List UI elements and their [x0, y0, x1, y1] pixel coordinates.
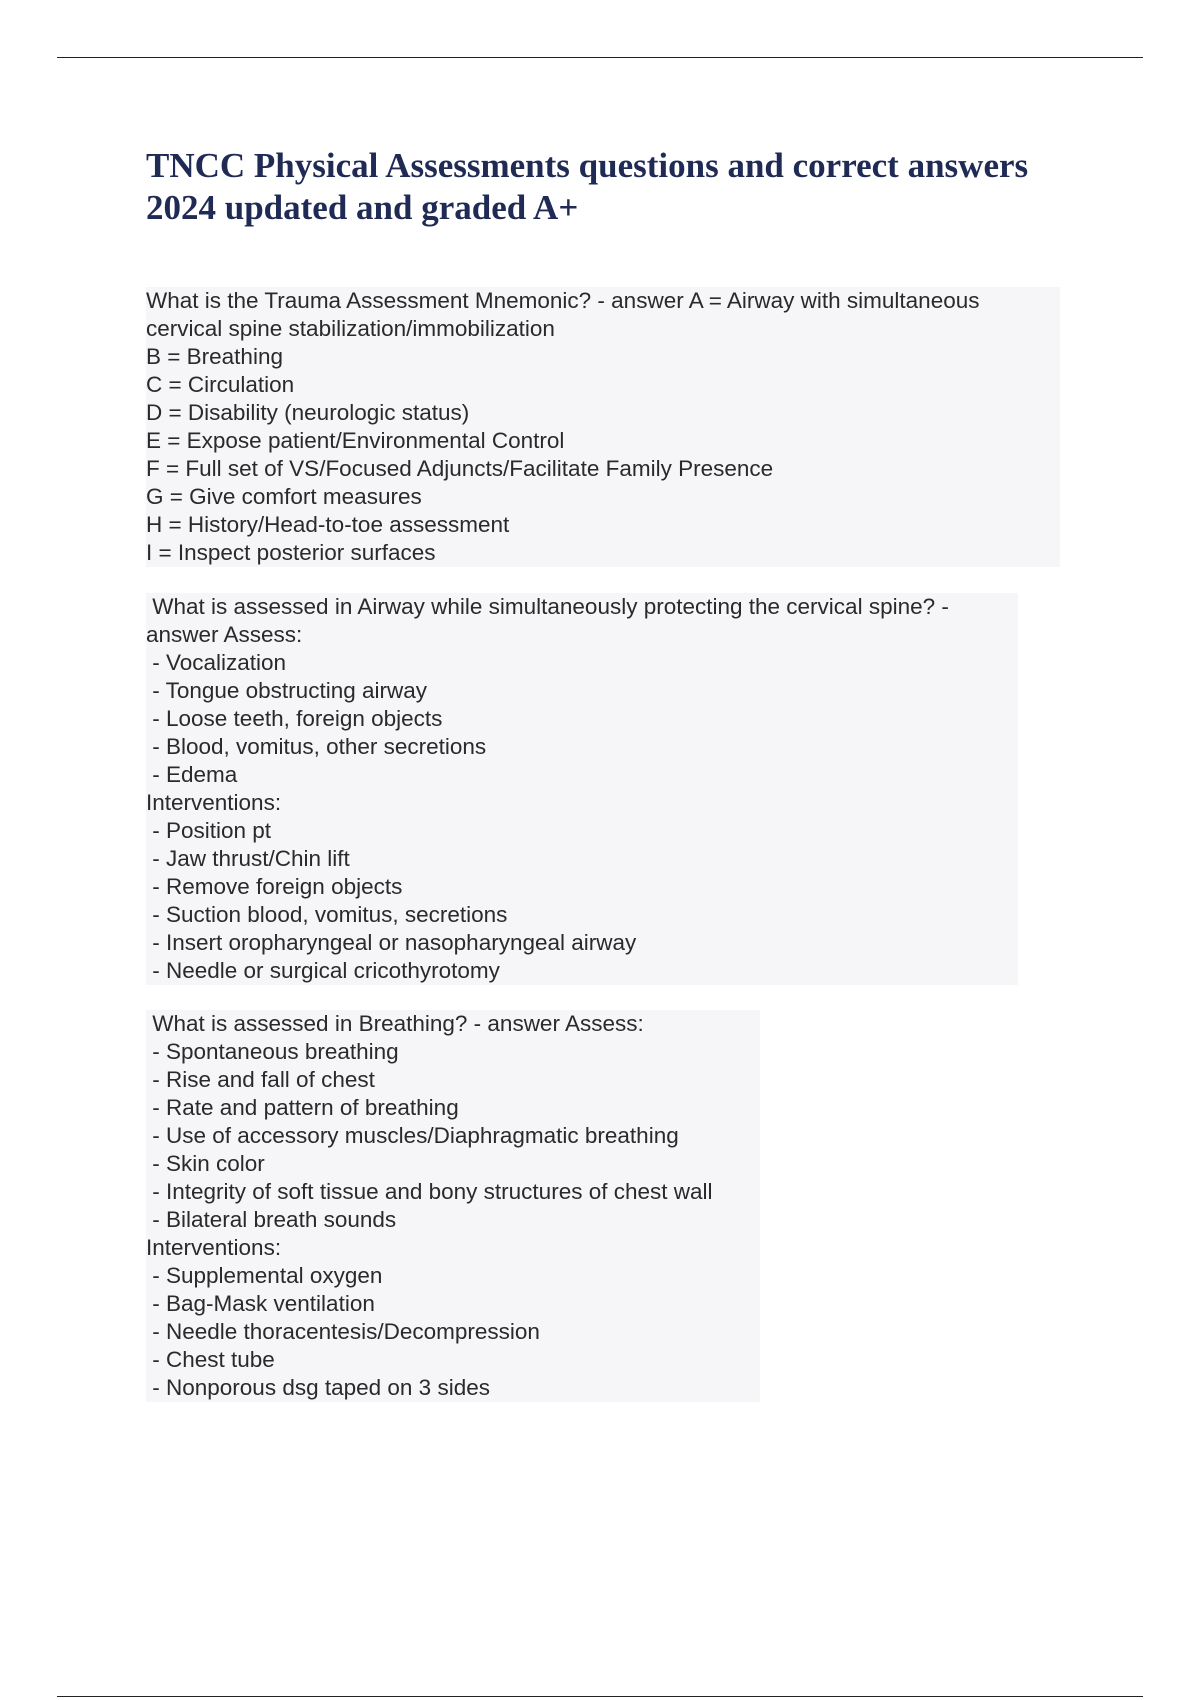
title-line: TNCC Physical Assessments questions and correct answers	[146, 146, 1029, 185]
answer-line: - Use of accessory muscles/Diaphragmatic breathing	[146, 1123, 679, 1148]
answer-line: - Jaw thrust/Chin lift	[146, 846, 350, 871]
answer-line: - Spontaneous breathing	[146, 1039, 399, 1064]
answer-line: - Vocalization	[146, 650, 287, 675]
answer-line: - Rate and pattern of breathing	[146, 1095, 459, 1120]
answer-line: - Blood, vomitus, other secretions	[146, 734, 487, 759]
bottom-rule	[57, 1696, 1143, 1697]
answer-line: - Suction blood, vomitus, secretions	[146, 902, 508, 927]
title-line: 2024 updated and graded A+	[146, 188, 579, 227]
answer-line: - Nonporous dsg taped on 3 sides	[146, 1375, 490, 1400]
answer-line: - Skin color	[146, 1151, 265, 1176]
answer-line: - Integrity of soft tissue and bony structures of chest wall	[146, 1179, 713, 1204]
answer-line: - Supplemental oxygen	[146, 1263, 383, 1288]
question-text: What is the Trauma Assessment Mnemonic? - answer A = Airway with simultaneous	[146, 288, 980, 313]
answer-line: I = Inspect posterior surfaces	[146, 540, 436, 565]
qa-breathing-assessment	[146, 1010, 760, 1402]
answer-line: Interventions:	[146, 790, 282, 815]
answer-line: - Bilateral breath sounds	[146, 1207, 397, 1232]
answer-line: F = Full set of VS/Focused Adjuncts/Facilitate Family Presence	[146, 456, 774, 481]
answer-line: - Tongue obstructing airway	[146, 678, 427, 703]
answer-line: - Loose teeth, foreign objects	[146, 706, 443, 731]
qa-airway-assessment	[146, 593, 1018, 985]
answer-line: C = Circulation	[146, 372, 295, 397]
qa-trauma-mnemonic	[146, 287, 1060, 567]
answer-line: - Bag-Mask ventilation	[146, 1291, 375, 1316]
answer-line: - Position pt	[146, 818, 272, 843]
answer-line: D = Disability (neurologic status)	[146, 400, 470, 425]
answer-line: - Edema	[146, 762, 238, 787]
answer-line: G = Give comfort measures	[146, 484, 422, 509]
answer-line: - Remove foreign objects	[146, 874, 403, 899]
answer-line: - Rise and fall of chest	[146, 1067, 375, 1092]
answer-line: E = Expose patient/Environmental Control	[146, 428, 565, 453]
top-rule	[57, 57, 1143, 58]
page-title	[146, 145, 1106, 229]
question-text: What is assessed in Airway while simultaneously protecting the cervical spine? -	[146, 594, 949, 619]
question-text: What is assessed in Breathing? - answer Assess:	[146, 1011, 644, 1036]
answer-line: - Insert oropharyngeal or nasopharyngeal airway	[146, 930, 637, 955]
answer-line: B = Breathing	[146, 344, 283, 369]
answer-line: Interventions:	[146, 1235, 282, 1260]
answer-line: - Needle thoracentesis/Decompression	[146, 1319, 540, 1344]
answer-line: cervical spine stabilization/immobilization	[146, 316, 555, 341]
answer-line: - Chest tube	[146, 1347, 275, 1372]
answer-line: answer Assess:	[146, 622, 303, 647]
answer-line: H = History/Head-to-toe assessment	[146, 512, 510, 537]
answer-line: - Needle or surgical cricothyrotomy	[146, 958, 500, 983]
